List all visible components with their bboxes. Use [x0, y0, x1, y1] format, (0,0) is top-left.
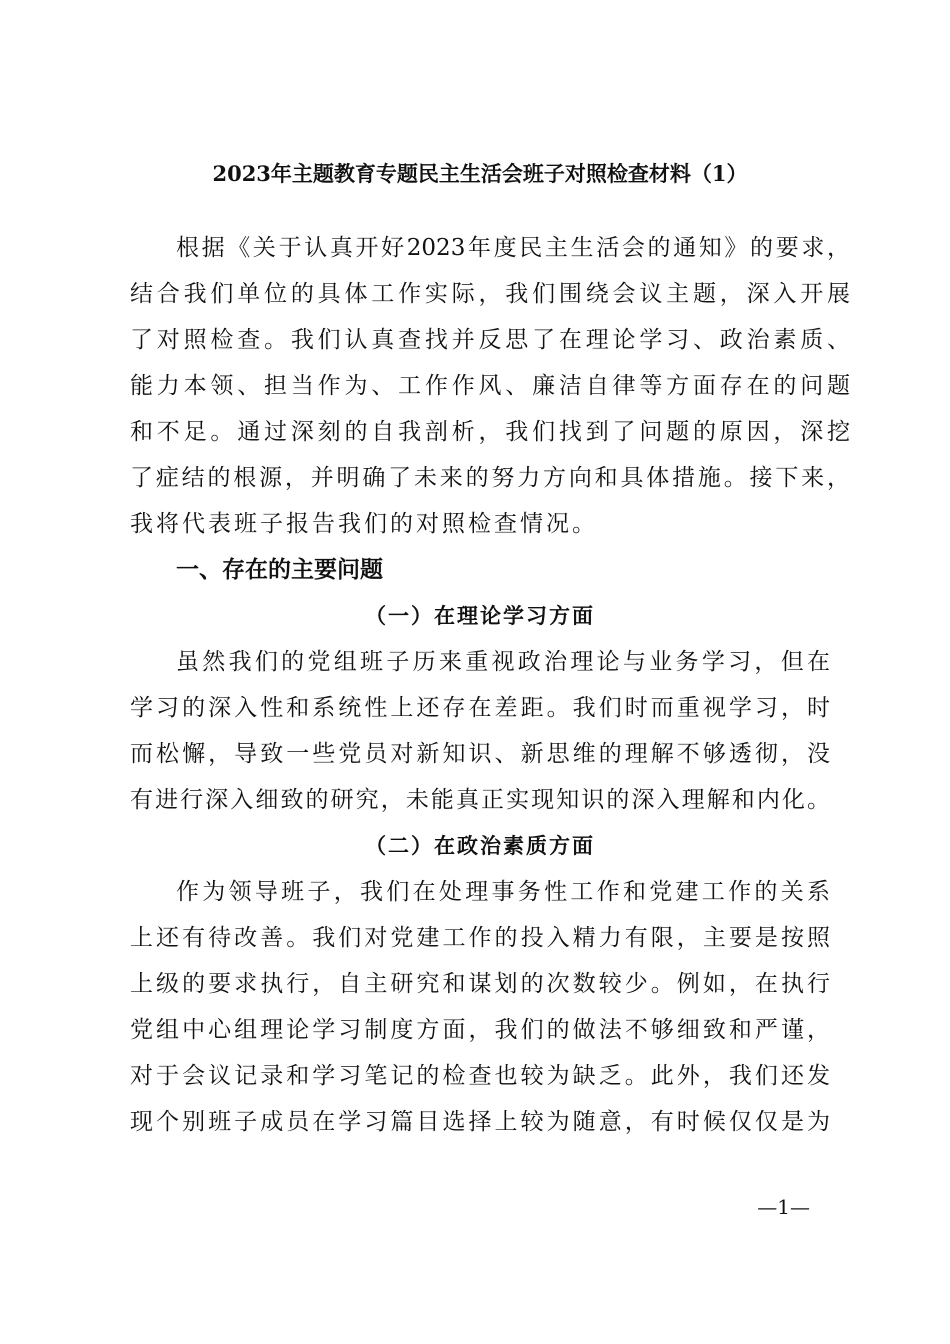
- subsection-heading: （一）在理论学习方面: [365, 603, 595, 628]
- paragraph-line: 学习的深入性和系统性上还存在差距。我们时而重视学习，时: [130, 695, 830, 721]
- section-heading: 一、存在的主要问题: [176, 557, 383, 583]
- paragraph-line: 和不足。通过深刻的自我剖析，我们找到了问题的原因，深挖: [130, 419, 850, 445]
- subsection-heading: （二）在政治素质方面: [365, 833, 595, 858]
- paragraph-line: 上级的要求执行，自主研究和谋划的次数较少。例如，在执行: [130, 971, 830, 997]
- paragraph-line: 能力本领、担当作为、工作作风、廉洁自律等方面存在的问题: [130, 373, 850, 399]
- paragraph-line: 了对照检查。我们认真查找并反思了在理论学习、政治素质、: [130, 327, 850, 353]
- paragraph-line: 作为领导班子，我们在处理事务性工作和党建工作的关系: [176, 879, 830, 905]
- paragraph-line: 对于会议记录和学习笔记的检查也较为缺乏。此外，我们还发: [130, 1063, 830, 1089]
- document-title: 2023年主题教育专题民主生活会班子对照检查材料（1）: [212, 161, 748, 186]
- paragraph-line: 我将代表班子报告我们的对照检查情况。: [130, 511, 598, 537]
- paragraph-line: 现个别班子成员在学习篇目选择上较为随意，有时候仅仅是为: [130, 1109, 830, 1135]
- paragraph-line: 而松懈，导致一些党员对新知识、新思维的理解不够透彻，没: [130, 741, 830, 767]
- paragraph-line: 虽然我们的党组班子历来重视政治理论与业务学习，但在: [176, 649, 830, 675]
- paragraph-line: 党组中心组理论学习制度方面，我们的做法不够细致和严谨，: [130, 1017, 830, 1043]
- paragraph-line: 结合我们单位的具体工作实际，我们围绕会议主题，深入开展: [130, 281, 850, 307]
- paragraph-line: 根据《关于认真开好2023年度民主生活会的通知》的要求，: [176, 235, 850, 261]
- paragraph-line: 有进行深入细致的研究，未能真正实现知识的深入理解和内化。: [130, 787, 830, 813]
- paragraph-line: 了症结的根源，并明确了未来的努力方向和具体措施。接下来，: [130, 465, 850, 491]
- paragraph-line: 上还有待改善。我们对党建工作的投入精力有限，主要是按照: [130, 925, 830, 951]
- page-number: —1—: [757, 1195, 810, 1219]
